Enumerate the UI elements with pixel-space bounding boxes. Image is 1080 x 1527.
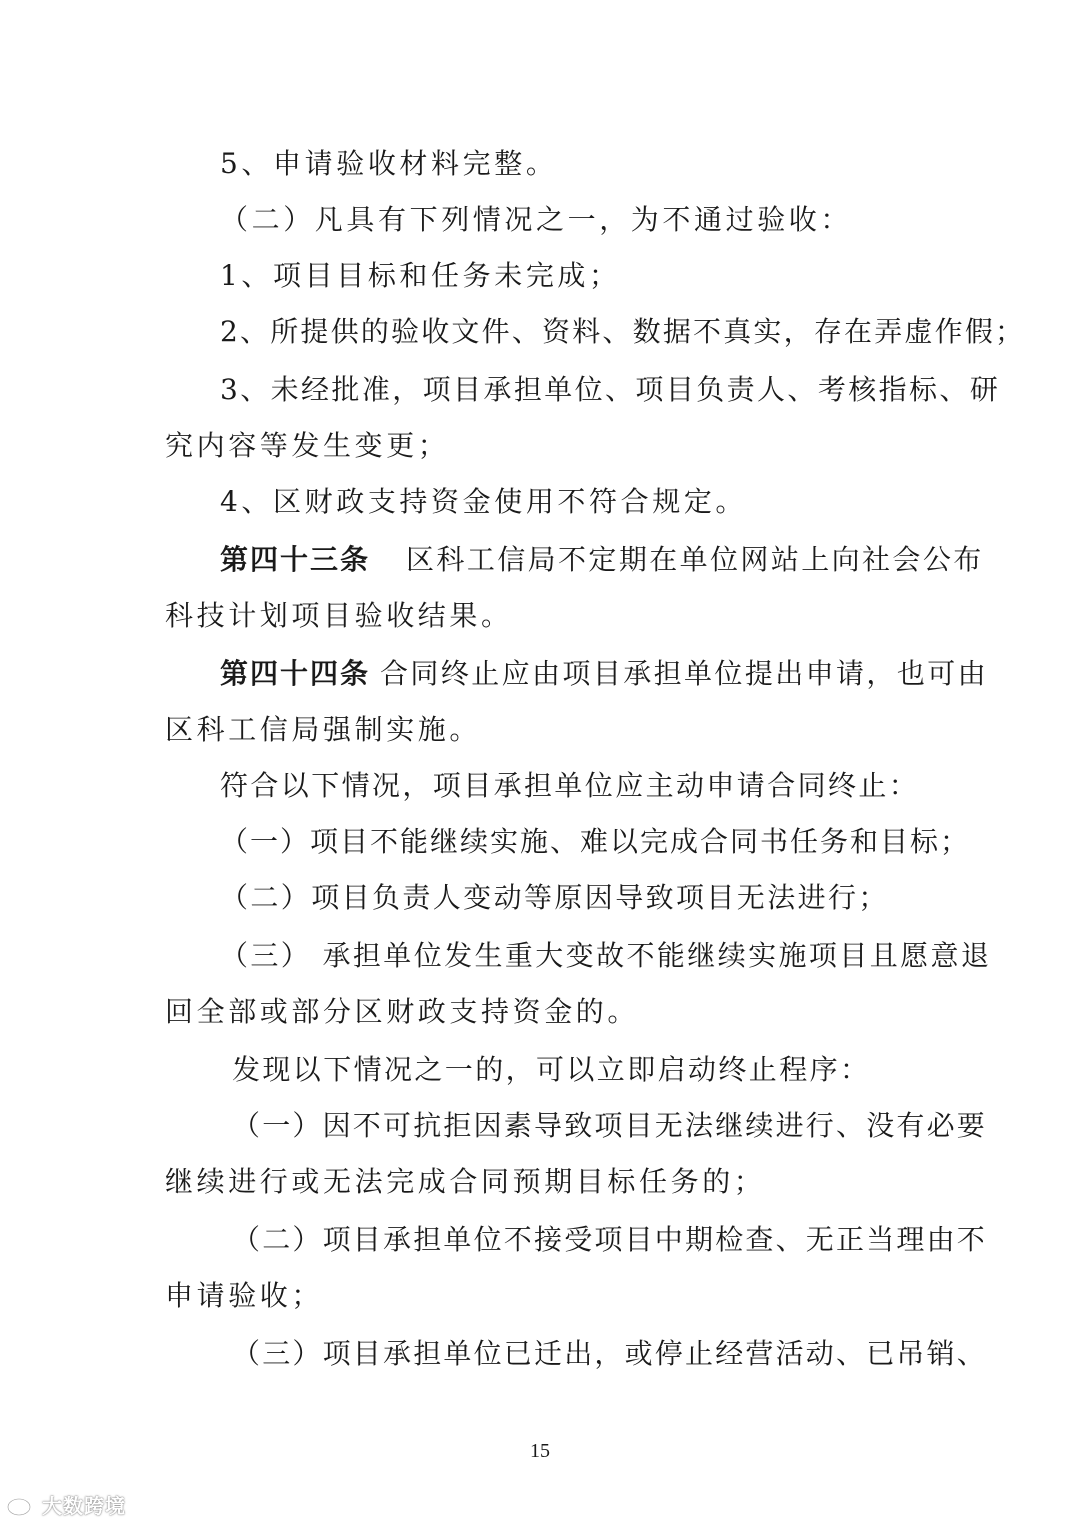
text-line-9: 科技计划项目验收结果。: [165, 599, 513, 632]
text-line-17: 发现以下情况之一的，可以立即启动终止程序：: [232, 1053, 871, 1086]
text-line-3: 1、项目目标和任务未完成；: [220, 259, 621, 292]
text-line-16: 回全部或部分区财政支持资金的。: [165, 995, 640, 1028]
text-line-18: （一）因不可抗拒因素导致项目无法继续进行、没有必要: [232, 1109, 988, 1142]
text-line-6: 究内容等发生变更；: [165, 429, 450, 462]
text-line-5: 3、未经批准，项目承担单位、项目负责人、考核指标、研: [220, 373, 1001, 406]
article-44-line: [220, 654, 988, 694]
text-line-22: （三）项目承担单位已迁出，或停止经营活动、已吊销、: [232, 1337, 988, 1370]
article-43-heading: 第四十三条: [220, 543, 371, 576]
article-43-text: 区科工信局不定期在单位网站上向社会公布: [406, 543, 984, 576]
text-line-14: （二）项目负责人变动等原因导致项目无法进行；: [220, 881, 889, 914]
text-line-15: （三） 承担单位发生重大变故不能继续实施项目且愿意退: [220, 939, 992, 972]
article-44-text: 合同终止应由项目承担单位提出申请，也可由: [380, 657, 989, 690]
text-line-19: 继续进行或无法完成合同预期目标任务的；: [165, 1165, 766, 1198]
text-line-11: 区科工信局强制实施。: [165, 713, 482, 746]
text-line-1: 5、申请验收材料完整。: [220, 147, 558, 180]
text-line-13: （一）项目不能继续实施、难以完成合同书任务和目标；: [220, 825, 971, 858]
text-line-21: 申请验收；: [165, 1279, 324, 1312]
weibo-logo-icon: [6, 1491, 36, 1517]
text-line-12: 符合以下情况，项目承担单位应主动申请合同终止：: [220, 769, 920, 802]
text-line-20: （二）项目承担单位不接受项目中期检查、无正当理由不: [232, 1223, 988, 1256]
watermark: [6, 1488, 126, 1520]
text-line-4: 2、所提供的验收文件、资料、数据不真实，存在弄虚作假；: [220, 315, 1026, 348]
text-line-7: 4、区财政支持资金使用不符合规定。: [220, 485, 748, 518]
text-line-2: （二）凡具有下列情况之一，为不通过验收：: [220, 203, 853, 236]
watermark-text: 大数跨境: [42, 1493, 126, 1518]
article-44-heading: 第四十四条: [220, 657, 371, 690]
article-43-line: [220, 540, 984, 580]
page-number: 15: [530, 1440, 550, 1462]
